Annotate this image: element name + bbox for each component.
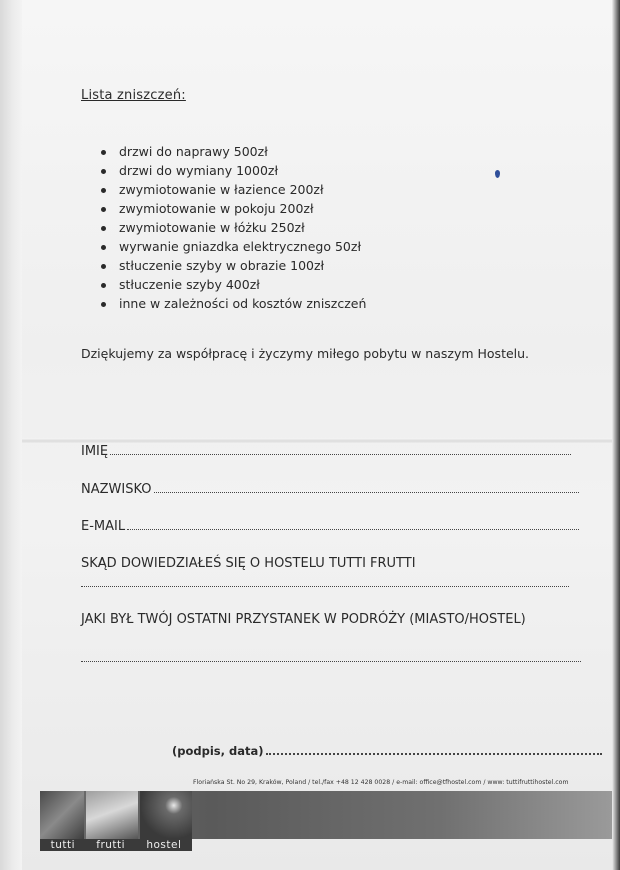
- email-field[interactable]: [81, 519, 579, 534]
- list-item: zwymiotowanie w łóżku 250zł: [100, 218, 366, 237]
- thank-you-note: Dziękujemy za współpracę i życzymy miłego pobytu w naszym Hostelu.: [81, 346, 530, 361]
- damage-list-heading: Lista zniszczeń:: [81, 88, 186, 103]
- logo-word-tutti: tutti: [50, 839, 76, 851]
- signature-fill-line[interactable]: [266, 744, 602, 755]
- source-question: SKĄD DOWIEDZIAŁEŚ SIĘ O HOSTELU TUTTI FRUTTI: [81, 556, 416, 571]
- signature-label: (podpis, data): [172, 744, 264, 758]
- email-fill-line[interactable]: [127, 519, 579, 530]
- surname-field[interactable]: [81, 482, 579, 497]
- list-item: zwymiotowanie w łazience 200zł: [100, 180, 366, 199]
- last-stop-answer-line[interactable]: [81, 660, 581, 662]
- list-item: zwymiotowanie w pokoju 200zł: [100, 199, 366, 218]
- footer-photo-1: [40, 791, 84, 839]
- list-item: stłuczenie szyby w obrazie 100zł: [100, 256, 366, 275]
- list-item: inne w zależności od kosztów zniszczeń: [100, 294, 366, 313]
- damage-list: [100, 142, 366, 313]
- footer-photo-2: [86, 791, 138, 839]
- ink-mark: [495, 170, 500, 178]
- list-item: wyrwanie gniazdka elektrycznego 50zł: [100, 237, 366, 256]
- last-stop-question: JAKI BYŁ TWÓJ OSTATNI PRZYSTANEK W PODRÓŻY (MIASTO/HOSTEL): [81, 612, 526, 627]
- scan-right-edge: [612, 0, 620, 870]
- surname-label: NAZWISKO: [81, 482, 152, 497]
- hostel-logo: [40, 839, 192, 851]
- list-item: drzwi do wymiany 1000zł: [100, 161, 366, 180]
- surname-fill-line[interactable]: [154, 482, 579, 493]
- list-item: drzwi do naprawy 500zł: [100, 142, 366, 161]
- name-label: IMIĘ: [81, 444, 109, 459]
- source-answer-line[interactable]: [81, 585, 569, 587]
- logo-word-frutti: frutti: [96, 839, 126, 851]
- logo-word-hostel: hostel: [146, 839, 182, 851]
- scan-left-edge: [0, 0, 22, 870]
- signature-field[interactable]: [172, 744, 602, 758]
- contact-info: Floriańska St. No 29, Kraków, Poland / tel./fax +48 12 428 0028 / e-mail: office@tfhostel.com / www: tuttifruttihostel.com: [193, 779, 569, 786]
- footer-photo-3: [140, 791, 192, 839]
- name-fill-line[interactable]: [110, 444, 571, 455]
- list-item: stłuczenie szyby 400zł: [100, 275, 366, 294]
- email-label: E-MAIL: [81, 519, 126, 534]
- name-field[interactable]: [81, 444, 571, 459]
